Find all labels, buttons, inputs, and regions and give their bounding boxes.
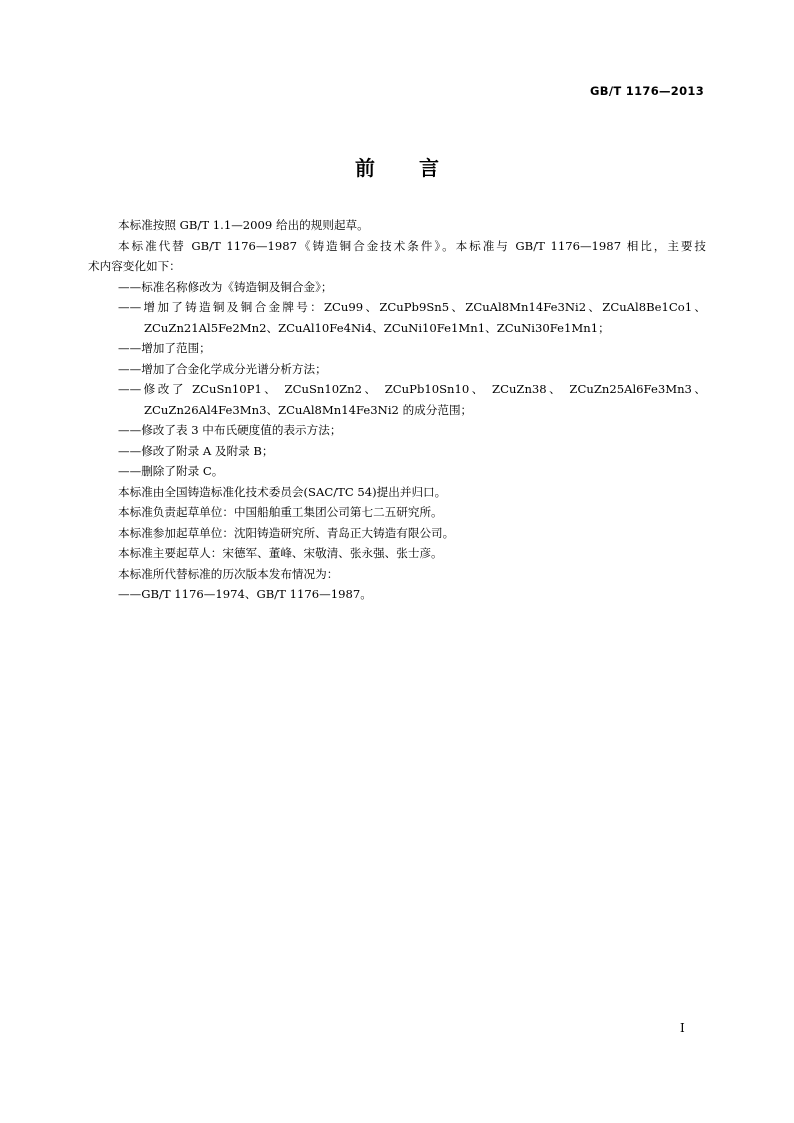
- change-item-composition: [118, 379, 706, 420]
- history-item: ——GB/T 1176—1974、GB/T 1176—1987。: [118, 587, 372, 601]
- page-number: I: [680, 1021, 685, 1035]
- paragraph-replaces-line2: 术内容变化如下：: [88, 259, 181, 273]
- page-title: 前言: [355, 156, 483, 180]
- paragraph-committee: 本标准由全国铸造标准化技术委员会(SAC/TC 54)提出并归口。: [118, 484, 447, 499]
- change-item-grades: [118, 297, 706, 338]
- standard-number: GB/T 1176—2013: [590, 84, 704, 98]
- paragraph-lead-drafter: 本标准负责起草单位：中国船舶重工集团公司第七二五研究所。: [118, 505, 443, 519]
- paragraph-history: 本标准所代替标准的历次版本发布情况为：: [118, 566, 339, 581]
- change-item-grades-line2: ZCuZn21Al5Fe2Mn2、ZCuAl10Fe4Ni4、ZCuNi10Fe1Mn1、ZCuNi30Fe1Mn1；: [144, 320, 610, 335]
- preface-body: [88, 215, 706, 605]
- change-item-name: ——标准名称修改为《铸造铜及铜合金》；: [118, 279, 333, 294]
- change-item-grades-line1: ——增加了铸造铜及铜合金牌号：ZCu99、ZCuPb9Sn5、ZCuAl8Mn14Fe3Ni2、ZCuAl8Be1Co1、: [118, 300, 706, 314]
- paragraph-replaces: [88, 236, 706, 277]
- change-item-spectral: ——增加了合金化学成分光谱分析方法；: [118, 361, 327, 376]
- change-item-appendix-ab: ——修改了附录 A 及附录 B；: [118, 443, 274, 458]
- change-item-scope: ——增加了范围；: [118, 341, 211, 355]
- change-item-appendix-c: ——删除了附录 C。: [118, 464, 224, 478]
- change-item-composition-line2: ZCuZn26Al4Fe3Mn3、ZCuAl8Mn14Fe3Ni2 的成分范围；: [144, 402, 473, 417]
- paragraph-replaces-line1: 本标准代替 GB/T 1176—1987《铸造铜合金技术条件》。本标准与 GB/T 1176—1987 相比，主要技: [118, 238, 706, 253]
- change-item-hardness: ——修改了表 3 中布氏硬度值的表示方法；: [118, 423, 342, 437]
- paragraph-participants: 本标准参加起草单位：沈阳铸造研究所、青岛正大铸造有限公司。: [118, 525, 455, 540]
- change-item-composition-line1: ——修改了 ZCuSn10P1、 ZCuSn10Zn2、 ZCuPb10Sn10、 ZCuZn38、 ZCuZn25Al6Fe3Mn3、: [118, 382, 706, 396]
- paragraph-drafting-rules: 本标准按照 GB/T 1.1—2009 给出的规则起草。: [118, 218, 369, 232]
- paragraph-authors: 本标准主要起草人：宋德军、董峰、宋敬清、张永强、张士彦。: [118, 546, 443, 560]
